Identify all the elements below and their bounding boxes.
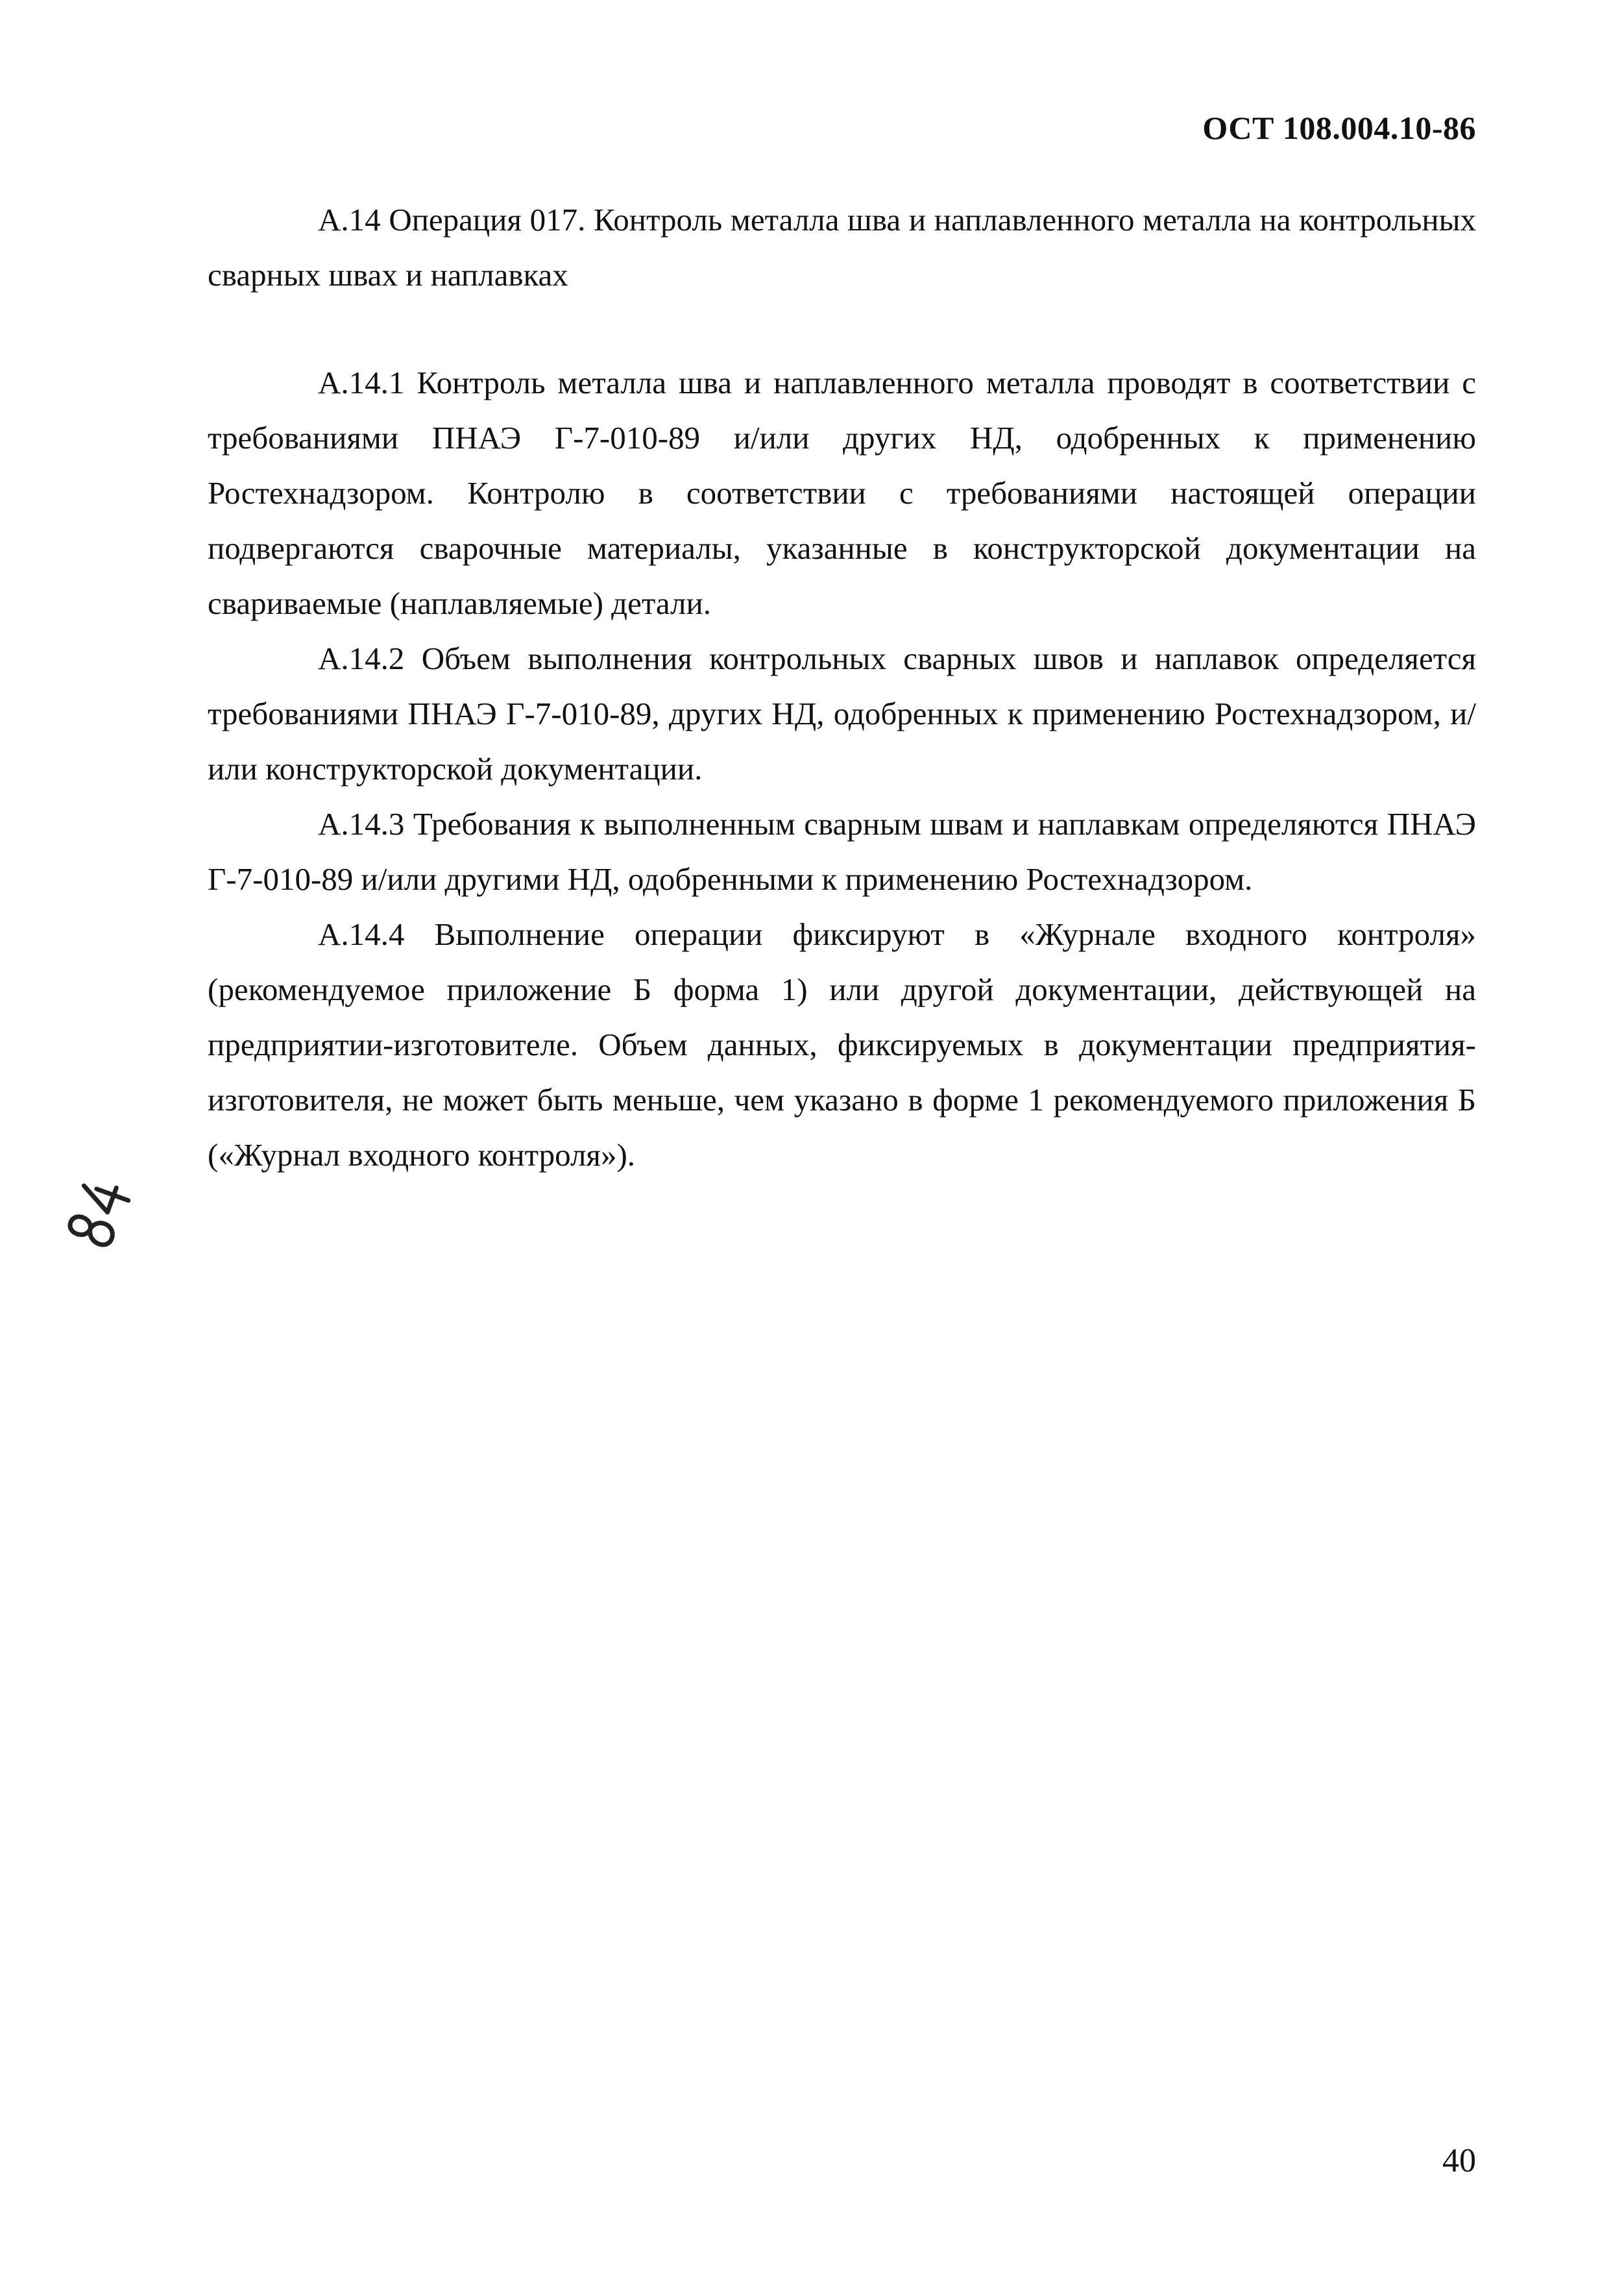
section-heading: А.14 Операция 017. Контроль металла шва и наплавленного металла на контрольных сварных швах и наплавках — [208, 202, 1476, 293]
handwritten-page-mark — [56, 1165, 140, 1262]
page-number: 40 — [1442, 2142, 1476, 2179]
document-code: ОСТ 108.004.10-86 — [1202, 110, 1476, 146]
paragraph-a-14-4: А.14.4 Выполнение операции фиксируют в «Журнале входного контроля» (рекомендуемое приложение Б форма 1) или другой документации, действующей на предприятии-изготовителе. Объем данных, фиксируемых в документации предприятия-изготовителя, не может быть меньше, чем указано в форме 1 рекомендуемого приложения Б («Журнал входного контроля»). — [208, 916, 1476, 1173]
paragraph-a-14-3: А.14.3 Требования к выполненным сварным швам и наплавкам определяются ПНАЭ Г-7-010-89 и/или другими НД, одобренными к применению Ростехнадзором. — [208, 806, 1476, 897]
paragraph-a-14-2: А.14.2 Объем выполнения контрольных сварных швов и наплавок определяется требованиями ПНАЭ Г-7-010-89, других НД, одобренных к применению Ростехнадзором, и/или конструкторской документации. — [208, 641, 1476, 787]
body-text — [208, 355, 1476, 1182]
section-heading-block — [208, 192, 1476, 302]
paragraph-a-14-1: А.14.1 Контроль металла шва и наплавленного металла проводят в соответствии с требованиями ПНАЭ Г-7-010-89 и/или других НД, одобренных к применению Ростехнадзором. Контролю в соответствии с требованиями настоящей операции подвергаются сварочные материалы, указанные в конструкторской документации на свариваемые (наплавляемые) детали. — [208, 365, 1476, 621]
